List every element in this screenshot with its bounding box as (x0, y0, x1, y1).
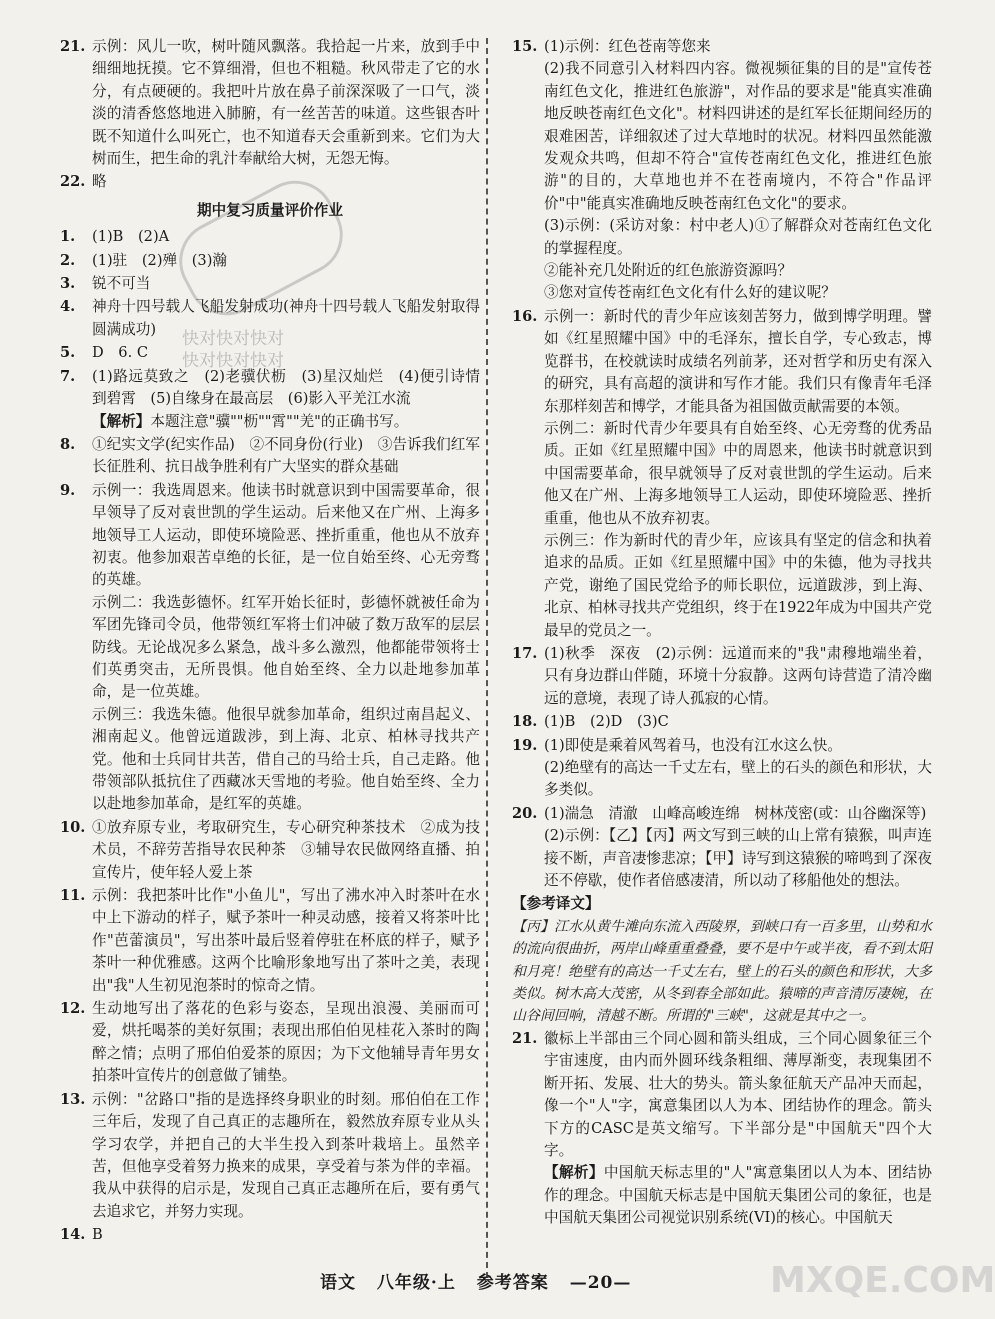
answer-number: 16. (512, 307, 538, 325)
answer-item (512, 711, 932, 733)
answer-row (512, 735, 932, 802)
answer-body (92, 250, 480, 272)
answer-item (60, 226, 480, 248)
answer-item (60, 998, 480, 1088)
section-heading: 期中复习质量评价作业 (197, 201, 343, 219)
answer-item (60, 366, 480, 433)
page-footer (320, 1268, 645, 1293)
right-column (512, 36, 932, 1231)
answer-item (60, 250, 480, 272)
answer-row (60, 434, 480, 479)
answer-row (512, 306, 932, 642)
answer-item (60, 296, 480, 341)
answer-line: (1)秋季 深夜 (2)示例：远道而来的"我"肃穆地端坐着，只有身边群山伴随，环境十分寂静。这两句诗营造了清冷幽远的意境，表现了诗人孤寂的心情。 (544, 644, 932, 707)
watermark-line-2: 快对快对快对 (182, 351, 284, 371)
answer-item (512, 643, 932, 710)
answer-number: 14. (60, 1226, 86, 1244)
answer-number: 3. (60, 275, 76, 293)
answer-body (92, 1224, 480, 1246)
answer-body (92, 366, 480, 433)
watermark-line-1: 快对快对快对 (182, 329, 284, 349)
answer-row (60, 296, 480, 341)
answer-item (512, 36, 932, 305)
footer-subject: 语文 (320, 1273, 356, 1293)
column-divider (486, 38, 488, 1278)
answer-analysis (544, 1162, 932, 1229)
answer-row (512, 803, 932, 893)
answer-body (92, 817, 480, 884)
answer-line: 示例一：新时代的青少年应该刻苦努力，做到博学明理。譬如《红星照耀中国》中的毛泽东，擅长自学，专心致志，博览群书，在校就读时成绩名列前茅，还对哲学和历史有深入的研究，具有高超的演讲和写作才能。我们只有像青年毛泽东那样刻苦和博学，才能具备为祖国做贡献需要的本领。 (544, 307, 932, 415)
answer-line: ①放弃原专业，考取研究生，专心研究种茶技术 ②成为技术员，不辞劳苦指导农民种茶 ③辅导农民做网络直播、拍宣传片，使年轻人爱上茶 (92, 818, 480, 881)
answer-row (60, 171, 480, 193)
answer-number: 15. (512, 38, 538, 55)
answer-line: (1)示例：红色苍南等您来 (544, 38, 711, 55)
answer-row (60, 36, 480, 170)
answer-number: 21. (60, 38, 86, 55)
footer-page-number: —20— (569, 1273, 632, 1293)
answer-item (512, 803, 932, 893)
answer-row (60, 885, 480, 997)
answer-row (60, 817, 480, 884)
analysis-tag: 【解析】 (544, 1164, 604, 1182)
answer-number: 18. (512, 713, 538, 731)
reference-translation-label: 【参考译文】 (512, 895, 600, 913)
footer-kind: 参考答案 (476, 1273, 549, 1293)
answer-item (60, 1089, 480, 1223)
answer-row (60, 250, 480, 272)
answer-line: 徽标上半部由三个同心圆和箭头组成，三个同心圆象征三个宇宙速度，由内而外圆环线条粗细、薄厚渐变，表现集团不断开拓、发展、壮大的势头。箭头象征航天产品冲天而起，像一个"人"字，寓意集团以人为本、团结协作的理念。箭头下方的CASC是英文缩写。下半部分是"中国航天"四个大字。 (544, 1029, 932, 1159)
answer-body (92, 226, 480, 248)
analysis-text: 中国航天标志里的"人"寓意集团以人为本、团结协作的理念。中国航天标志是中国航天集团公司的象征，也是中国航天集团公司视觉识别系统(VI)的核心。中国航天 (544, 1164, 932, 1227)
answer-body (544, 36, 932, 305)
answer-line: 示例：我把茶叶比作"小鱼儿"，写出了沸水冲入时茶叶在水中上下游动的样子，赋予茶叶一种灵动感，接着又将茶叶比作"芭蕾演员"，写出茶叶最后竖着停驻在杯底的样子，赋予茶叶一种优雅感。这两个比喻形象地写出了茶叶之美，表现出"我"人生初见泡茶时的惊奇之情。 (92, 887, 480, 994)
answer-item (60, 480, 480, 816)
answer-body (92, 480, 480, 816)
answer-number: 19. (512, 736, 538, 754)
answer-row (512, 711, 932, 733)
answer-number: 5. (60, 344, 76, 362)
answer-line: 示例：风儿一吹，树叶随风飘落。我拾起一片来，放到手中细细地抚摸。它不算细滑，但也不粗糙。秋风带走了它的水分，有点硬硬的。我把叶片放在鼻子前深深吸了一口气，淡淡的清香悠悠地进入肺腑，有一丝苦苦的味道。这些银杏叶既不知道什么叫死亡，也不知道春天会重新到来。它们为大树而生，把生命的乳汁奉献给大树，无怨无悔。 (92, 38, 480, 168)
answer-row (60, 1224, 480, 1246)
answer-line: 示例："岔路口"指的是选择终身职业的时刻。邢伯伯在工作三年后，发现了自己真正的志趣所在，毅然放弃原专业从头学习农学，并把自己的大半生投入到茶叶栽培上。虽然辛苦，但他享受着努力换来的成果，享受着与茶为伴的幸福。我从中获得的启示是，发现自己真正志趣所在后，要有勇气去追求它，并努力实现。 (92, 1090, 480, 1220)
answer-number: 1. (60, 228, 76, 246)
answer-row (60, 273, 480, 295)
answer-line: (3)示例：(采访对象：村中老人)①了解群众对苍南红色文化的掌握程度。 (544, 217, 932, 257)
answer-number: 11. (60, 887, 86, 905)
answer-body (92, 273, 480, 295)
answer-body (92, 36, 480, 170)
answer-body (92, 885, 480, 997)
analysis-text: 本题注意"骥""枥""霄""羌"的正确书写。 (150, 412, 409, 430)
answer-line: (2)我不同意引入材料四内容。微视频征集的目的是"宣传苍南红色文化，推进红色旅游"，对作品的要求是"能真实准确地反映苍南红色文化"。材料四讲述的是红军长征期间经历的艰难困苦，详细叙述了过大草地时的状况。材料四虽然能激发观众共鸣，但却不符合"宣传苍南红色文化，推进红色旅游"的目的，大草地也并不在苍南境内，不符合"作品评价"中"能真实准确地反映苍南红色文化"的要求。 (544, 60, 932, 212)
answer-line: 神舟十四号载人飞船发射成功(神舟十四号载人飞船发射取得圆满成功) (92, 298, 480, 338)
answer-line: (1)路远莫致之 (2)老骥伏枥 (3)星汉灿烂 (4)便引诗情到碧霄 (5)自缘身在最高层 (6)影入平羌江水流 (92, 367, 480, 408)
answer-line: 示例二：新时代青少年要具有自始至终、心无旁骛的优秀品质。正如《红星照耀中国》中的周恩来，他读书时就意识到中国需要革命，很早就领导了反对袁世凯的学生运动。后来他又在广州、上海多地领导工人运动，即使环境险恶、挫折重重，他也从不放弃初衷。 (544, 419, 932, 527)
answer-row (60, 480, 480, 816)
answer-number: 8. (60, 435, 76, 453)
answer-item (512, 735, 932, 802)
answer-row (512, 643, 932, 710)
answer-line: 示例二：我选彭德怀。红军开始长征时，彭德怀就被任命为军团先锋司令员，他带领红军将士们冲破了数万敌军的层层防线。无论战况多么紧急，战斗多么激烈，他都能带领将士们英勇突击，无所畏惧。他自始至终、全力以赴地参加革命，是一位英雄。 (92, 593, 480, 701)
answer-row (60, 998, 480, 1088)
answer-item (60, 36, 480, 170)
answer-number: 17. (512, 644, 538, 662)
answer-row (60, 226, 480, 248)
answer-body (544, 711, 932, 733)
answer-body (544, 306, 932, 642)
answer-number: 2. (60, 251, 76, 269)
footer-grade: 八年级·上 (376, 1273, 456, 1293)
site-logo: MXQE.COM (770, 1260, 995, 1301)
answer-item (512, 1028, 932, 1230)
answer-number: 21. (512, 1029, 538, 1047)
answer-row (60, 366, 480, 433)
answer-analysis (92, 411, 480, 433)
answer-body (544, 735, 932, 802)
answer-body (544, 1028, 932, 1230)
answer-body (92, 342, 480, 364)
answer-body (92, 171, 480, 193)
answer-item (60, 885, 480, 997)
answer-body (544, 803, 932, 893)
answer-item (60, 434, 480, 479)
answer-row (60, 342, 480, 364)
answer-line: ③您对宣传苍南红色文化有什么好的建议呢？ (544, 284, 836, 302)
answer-line: 示例三：作为新时代的青少年，应该具有坚定的信念和执着追求的品质。正如《红星照耀中国》中的朱德，他为寻找共产党，谢绝了国民党给予的师长职位，远道跋涉，到上海、北京、柏林寻找共产党组织，终于在1922年成为中国共产党最早的党员之一。 (544, 531, 932, 639)
answer-row (512, 36, 932, 305)
answer-body (92, 998, 480, 1088)
answer-line: (1)驻 (2)殚 (3)瀚 (92, 251, 227, 269)
answer-body (92, 1089, 480, 1223)
answer-line: (1)湍急 清澈 山峰高峻连绵 树林茂密(或：山谷幽深等) (544, 804, 927, 822)
answer-number: 7. (60, 367, 76, 385)
reference-translation-text: 【丙】江水从黄牛滩向东流入西陵界，到峡口有一百多里，山势和水的流向很曲折，两岸山峰重重叠叠，要不是中午或半夜，看不到太阳和月亮！绝壁有的高达一千丈左右，壁上的石头的颜色和形状，大多类似。树木高大茂密，从冬到春全部如此。猿啼的声音清厉凄婉，在山谷间回响，清越不断。所谓的"三峡"，这就是其中之一。 (512, 918, 932, 1025)
answer-item (60, 817, 480, 884)
answer-number: 22. (60, 173, 86, 191)
answer-line: 生动地写出了落花的色彩与姿态，呈现出浪漫、美丽而可爱，烘托喝茶的美好氛围；表现出邢伯伯见桂花入茶时的陶醉之情；点明了邢伯伯爱茶的原因；为下文他辅导青年男女拍茶叶宣传片的创意做了铺垫。 (92, 1000, 480, 1085)
answer-body (544, 643, 932, 710)
answer-line: (1)即使是乘着风驾着马，也没有江水这么快。 (544, 736, 842, 754)
analysis-tag: 【解析】 (92, 412, 151, 430)
answer-row (512, 1028, 932, 1230)
answer-number: 10. (60, 818, 86, 836)
answer-line: ①纪实文学(纪实作品) ②不同身份(行业) ③告诉我们红军长征胜利、抗日战争胜利有广大坚实的群众基础 (92, 435, 480, 476)
answer-item (60, 1224, 480, 1246)
answer-line: D 6. C (92, 344, 149, 362)
answer-number: 13. (60, 1090, 86, 1108)
answer-line: (1)B (2)D (3)C (544, 713, 669, 731)
answer-line: 锐不可当 (92, 275, 151, 293)
answer-item (60, 273, 480, 295)
answer-body (92, 296, 480, 341)
answer-item (512, 306, 932, 642)
answer-item (60, 171, 480, 193)
answer-row (60, 1089, 480, 1223)
answer-item (60, 342, 480, 364)
answer-body (92, 434, 480, 479)
answer-line: ②能补充几处附近的红色旅游资源吗？ (544, 262, 793, 280)
answer-line: 略 (92, 173, 107, 191)
answer-number: 20. (512, 804, 538, 822)
left-column (60, 36, 480, 1248)
answer-number: 9. (60, 481, 76, 499)
answer-line: B (92, 1226, 103, 1244)
answer-line: 示例一：我选周恩来。他读书时就意识到中国需要革命，很早领导了反对袁世凯的学生运动。后来他又在广州、上海多地领导工人运动，即使环境险恶、挫折重重，他也从不放弃初衷。他参加艰苦卓绝的长征，是一位自始至终、心无旁骛的英雄。 (92, 481, 480, 589)
answer-number: 4. (60, 298, 76, 316)
answer-number: 12. (60, 1000, 86, 1018)
answer-line: (2)示例：【乙】【丙】两文写到三峡的山上常有猿猴，叫声连接不断，声音凄惨悲凉；【甲】诗写到这猿猴的啼鸣到了深夜还不停歇，使作者倍感凄清，所以动了移船他处的想法。 (544, 827, 932, 890)
answer-line: (2)绝壁有的高达一千丈左右，壁上的石头的颜色和形状，大多类似。 (544, 759, 932, 799)
answer-line: (1)B (2)A (92, 228, 170, 246)
answer-line: 示例三：我选朱德。他很早就参加革命，组织过南昌起义、湘南起义。他曾远道跋涉，到上海、北京、柏林寻找共产党。他和士兵同甘共苦，借自己的马给士兵，自己走路。他带领部队抵抗住了西藏冰天雪地的考验。他自始至终、全力以赴地参加革命，是红军的英雄。 (92, 705, 480, 813)
